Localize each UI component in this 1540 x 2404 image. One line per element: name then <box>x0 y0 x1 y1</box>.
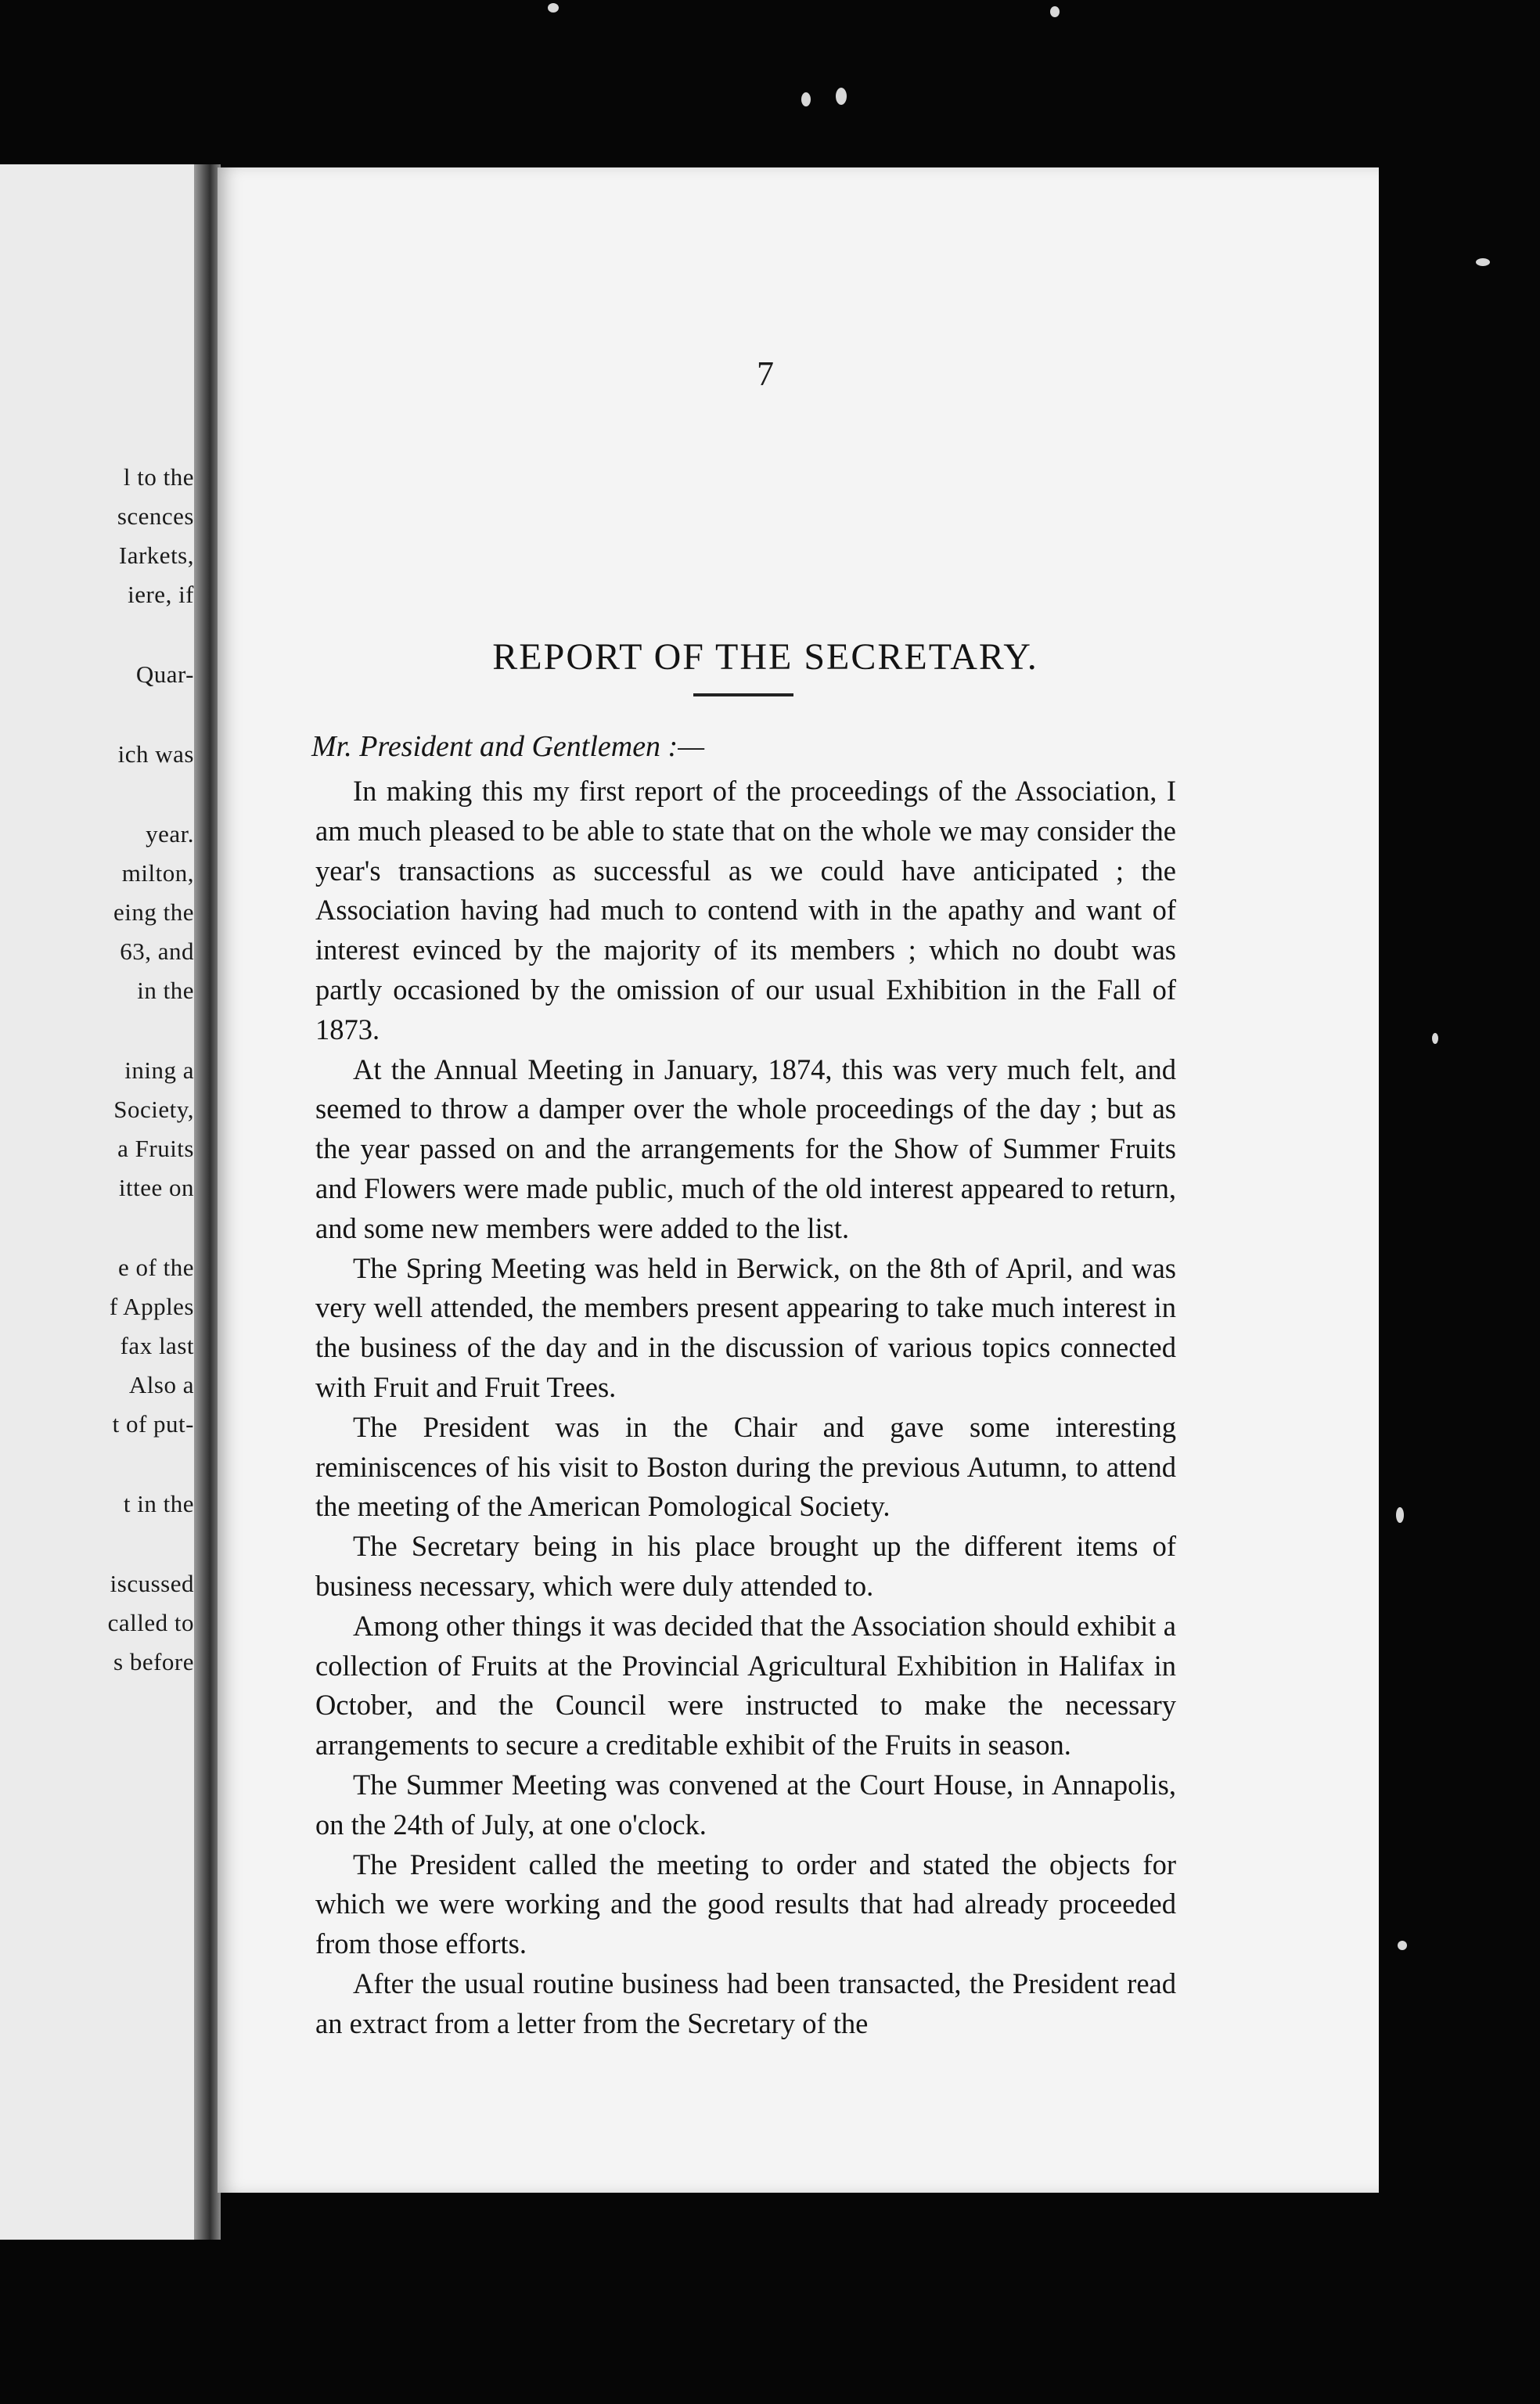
left-page-fragment: Also a <box>128 1371 194 1398</box>
book-gutter <box>194 164 221 2240</box>
body-paragraph: At the Annual Meeting in January, 1874, this was very much felt, and seemed to throw a damper over the whole proceedings of the day ; but as the year passed on and the arrangements for the Show of Summer Fruits and Flowers were made public, much of the old interest appeared to return, and some new members were added to the list. <box>315 1053 1176 1244</box>
left-page-fragment: e of the <box>118 1254 194 1281</box>
body-paragraph: The Secretary being in his place brought up the different items of business necessary, which were duly attended to. <box>315 1530 1176 1602</box>
body-paragraph: Among other things it was decided that the Association should exhibit a collection of Fruits at the Provincial Agricultural Exhibition in Halifax in October, and the Council were instructed to make the necessary arrangements to secure a creditable exhibit of the Fruits in season. <box>315 1609 1176 1762</box>
document-page <box>218 167 1379 2193</box>
dust-speck <box>1050 6 1060 17</box>
left-page-fragment: f Apples <box>109 1293 194 1320</box>
left-page-fragment: milton, <box>121 859 194 887</box>
dust-speck <box>1398 1941 1407 1950</box>
left-page-fragment: fax last <box>120 1332 194 1359</box>
left-page-fragment: in the <box>137 977 194 1004</box>
report-title: REPORT OF THE SECRETARY. <box>492 636 1038 678</box>
salutation: Mr. President and Gentlemen :— <box>311 730 704 763</box>
report-body <box>315 772 1176 2044</box>
body-paragraph: The Spring Meeting was held in Berwick, on the 8th of April, and was very well attended, the members present appearing to take much interest in the business of the day and in the discussion of various topics connected with Fruit and Fruit Trees. <box>315 1251 1176 1403</box>
title-rule <box>693 693 793 696</box>
left-page-fragment: called to <box>107 1609 194 1636</box>
left-page-fragment: a Fruits <box>117 1135 194 1162</box>
left-facing-page <box>0 164 205 2240</box>
dust-speck <box>1396 1507 1404 1523</box>
left-page-fragment: 63, and <box>120 937 194 965</box>
left-page-fragment: ining a <box>124 1056 194 1084</box>
dust-speck <box>836 88 847 105</box>
left-page-fragment: t in the <box>123 1490 194 1517</box>
left-page-fragment: iere, if <box>128 581 194 608</box>
left-page-fragment: iscussed <box>110 1570 194 1597</box>
page-number: 7 <box>757 354 774 393</box>
left-page-fragment: eing the <box>113 898 194 926</box>
body-paragraph: In making this my first report of the proceedings of the Association, I am much pleased to be able to state that on the whole we may consider the year's transactions as successful as we could have anticipated ; the Association having had much to contend with in the apathy and want of interest evinced by the majority of its members ; which no doubt was partly occasioned by the omission of our usual Exhibition in the Fall of 1873. <box>315 775 1176 1045</box>
left-page-fragment: year. <box>146 820 194 848</box>
left-page-fragment: s before <box>113 1648 194 1675</box>
left-page-fragment: t of put- <box>112 1410 194 1438</box>
left-page-fragment: Quar- <box>135 660 194 688</box>
dust-speck <box>548 3 559 13</box>
left-page-fragment: Society, <box>113 1096 194 1123</box>
dust-speck <box>1432 1033 1438 1044</box>
dust-speck <box>801 92 811 106</box>
body-paragraph: The President called the meeting to order and stated the objects for which we were working and the good results that had already proceeded from those efforts. <box>315 1848 1176 1960</box>
left-page-fragment: ich was <box>117 740 194 768</box>
body-paragraph: After the usual routine business had been transacted, the President read an extract from a letter from the Secretary of the <box>315 1967 1176 2039</box>
left-page-fragment: scences <box>117 502 194 530</box>
body-paragraph: The President was in the Chair and gave some interesting reminiscences of his visit to Boston during the previous Autumn, to attend the meeting of the American Pomological Society. <box>315 1410 1176 1523</box>
left-page-fragment: ittee on <box>118 1174 194 1201</box>
body-paragraph: The Summer Meeting was convened at the Court House, in Annapolis, on the 24th of July, at one o'clock. <box>315 1768 1176 1841</box>
left-page-fragment: l to the <box>123 463 194 491</box>
left-page-fragment: Iarkets, <box>118 542 194 569</box>
dust-speck <box>1476 258 1490 266</box>
